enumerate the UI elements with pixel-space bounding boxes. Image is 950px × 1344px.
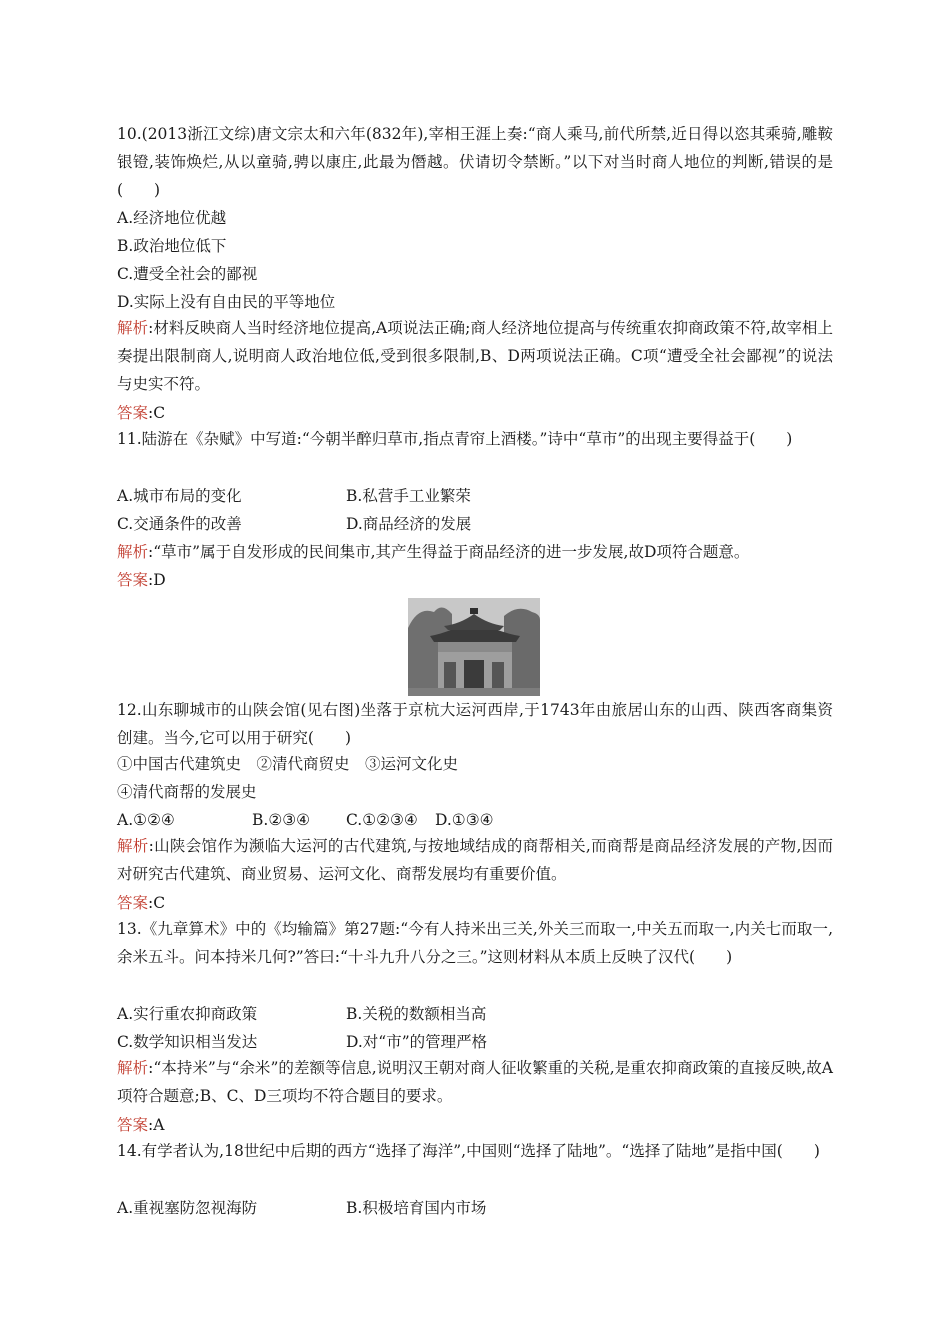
answer-value: :A bbox=[148, 1116, 165, 1134]
q12-option-d: D.①③④ bbox=[435, 811, 494, 829]
analysis-label: 解析 bbox=[117, 543, 149, 561]
q13-option-d: D.对“市”的管理严格 bbox=[346, 1033, 488, 1051]
answer-label: 答案 bbox=[117, 894, 149, 912]
q10-answer bbox=[117, 403, 165, 423]
q11-stem: 11.陆游在《杂赋》中写道:“今朝半醉归草市,指点青帘上酒楼。”诗中“草市”的出现主要得益于( ) bbox=[117, 430, 793, 448]
analysis-label: 解析 bbox=[117, 319, 149, 337]
q11-option-d: D.商品经济的发展 bbox=[346, 515, 472, 533]
q10-option-a: A.经济地位优越 bbox=[117, 209, 227, 227]
answer-label: 答案 bbox=[117, 1116, 149, 1134]
q10-stem: 10.(2013浙江文综)唐文宗太和六年(832年),宰相王涯上奏:“商人乘马,前代所禁,近日得以恣其乘骑,雕鞍银镫,装饰焕烂,从以童骑,骋以康庄,此最为僭越。伏请切令禁断。”以下对当时商人地位的判断,错误的是( ) bbox=[117, 125, 833, 200]
guild-hall-illustration bbox=[408, 598, 540, 696]
q13-answer bbox=[117, 1115, 164, 1135]
q11-option-c: C.交通条件的改善 bbox=[117, 515, 242, 533]
q14-option-a: A.重视塞防忽视海防 bbox=[117, 1199, 258, 1217]
q11-option-b: B.私营手工业繁荣 bbox=[346, 487, 471, 505]
analysis-text: :山陕会馆作为濒临大运河的古代建筑,与按地域结成的商帮相关,而商帮是商品经济发展的产物,因而对研究古代建筑、商业贸易、运河文化、商帮发展均有重要价值。 bbox=[117, 837, 833, 884]
q12-answer bbox=[117, 893, 165, 913]
q11-answer bbox=[117, 570, 166, 590]
answer-value: :D bbox=[148, 571, 166, 589]
q11-option-a: A.城市布局的变化 bbox=[117, 487, 242, 505]
q11-analysis bbox=[117, 542, 749, 562]
q12-analysis bbox=[117, 832, 833, 888]
answer-value: :C bbox=[148, 894, 166, 912]
q12-stem: 12.山东聊城市的山陕会馆(见右图)坐落于京杭大运河西岸,于1743年由旅居山东的山西、陕西客商集资创建。当今,它可以用于研究( ) bbox=[117, 701, 833, 748]
q10-option-c: C.遭受全社会的鄙视 bbox=[117, 265, 258, 283]
q13-option-b: B.关税的数额相当高 bbox=[346, 1005, 487, 1023]
q12-items-line2: ④清代商帮的发展史 bbox=[117, 783, 257, 801]
q13-option-a: A.实行重农抑商政策 bbox=[117, 1005, 258, 1023]
q13-option-c: C.数学知识相当发达 bbox=[117, 1033, 258, 1051]
analysis-text: :“草市”属于自发形成的民间集市,其产生得益于商品经济的进一步发展,故D项符合题意。 bbox=[148, 543, 750, 561]
shanshan-guild-hall-photo bbox=[408, 598, 540, 696]
q10-option-d: D.实际上没有自由民的平等地位 bbox=[117, 293, 336, 311]
q12-items-line1: ①中国古代建筑史 ②清代商贸史 ③运河文化史 bbox=[117, 755, 459, 773]
answer-label: 答案 bbox=[117, 571, 149, 589]
q14-option-b: B.积极培育国内市场 bbox=[346, 1199, 487, 1217]
q12-option-a: A.①②④ bbox=[117, 811, 175, 829]
q13-stem: 13.《九章算术》中的《均输篇》第27题:“今有人持米出三关,外关三而取一,中关五而取一,内关七而取一,余米五斗。问本持米几何?”答曰:“十斗九升八分之三。”这则材料从本质上反映了汉代( ) bbox=[117, 920, 833, 967]
q12-option-c: C.①②③④ bbox=[346, 811, 418, 829]
analysis-label: 解析 bbox=[117, 837, 149, 855]
analysis-text: :材料反映商人当时经济地位提高,A项说法正确;商人经济地位提高与传统重农抑商政策不符,故宰相上奏提出限制商人,说明商人政治地位低,受到很多限制,B、D两项说法正确。C项“遭受全社会鄙视”的说法与史实不符。 bbox=[117, 319, 833, 394]
q10-analysis bbox=[117, 314, 833, 399]
q12-option-b: B.②③④ bbox=[252, 811, 311, 829]
q10-option-b: B.政治地位低下 bbox=[117, 237, 227, 255]
analysis-label: 解析 bbox=[117, 1059, 149, 1077]
answer-value: :C bbox=[148, 404, 166, 422]
q14-stem: 14.有学者认为,18世纪中后期的西方“选择了海洋”,中国则“选择了陆地”。“选择了陆地”是指中国( ) bbox=[117, 1142, 820, 1160]
analysis-text: :“本持米”与“余米”的差额等信息,说明汉王朝对商人征收繁重的关税,是重农抑商政策的直接反映,故A项符合题意;B、C、D三项均不符合题目的要求。 bbox=[117, 1059, 833, 1106]
answer-label: 答案 bbox=[117, 404, 149, 422]
q13-analysis bbox=[117, 1054, 833, 1110]
